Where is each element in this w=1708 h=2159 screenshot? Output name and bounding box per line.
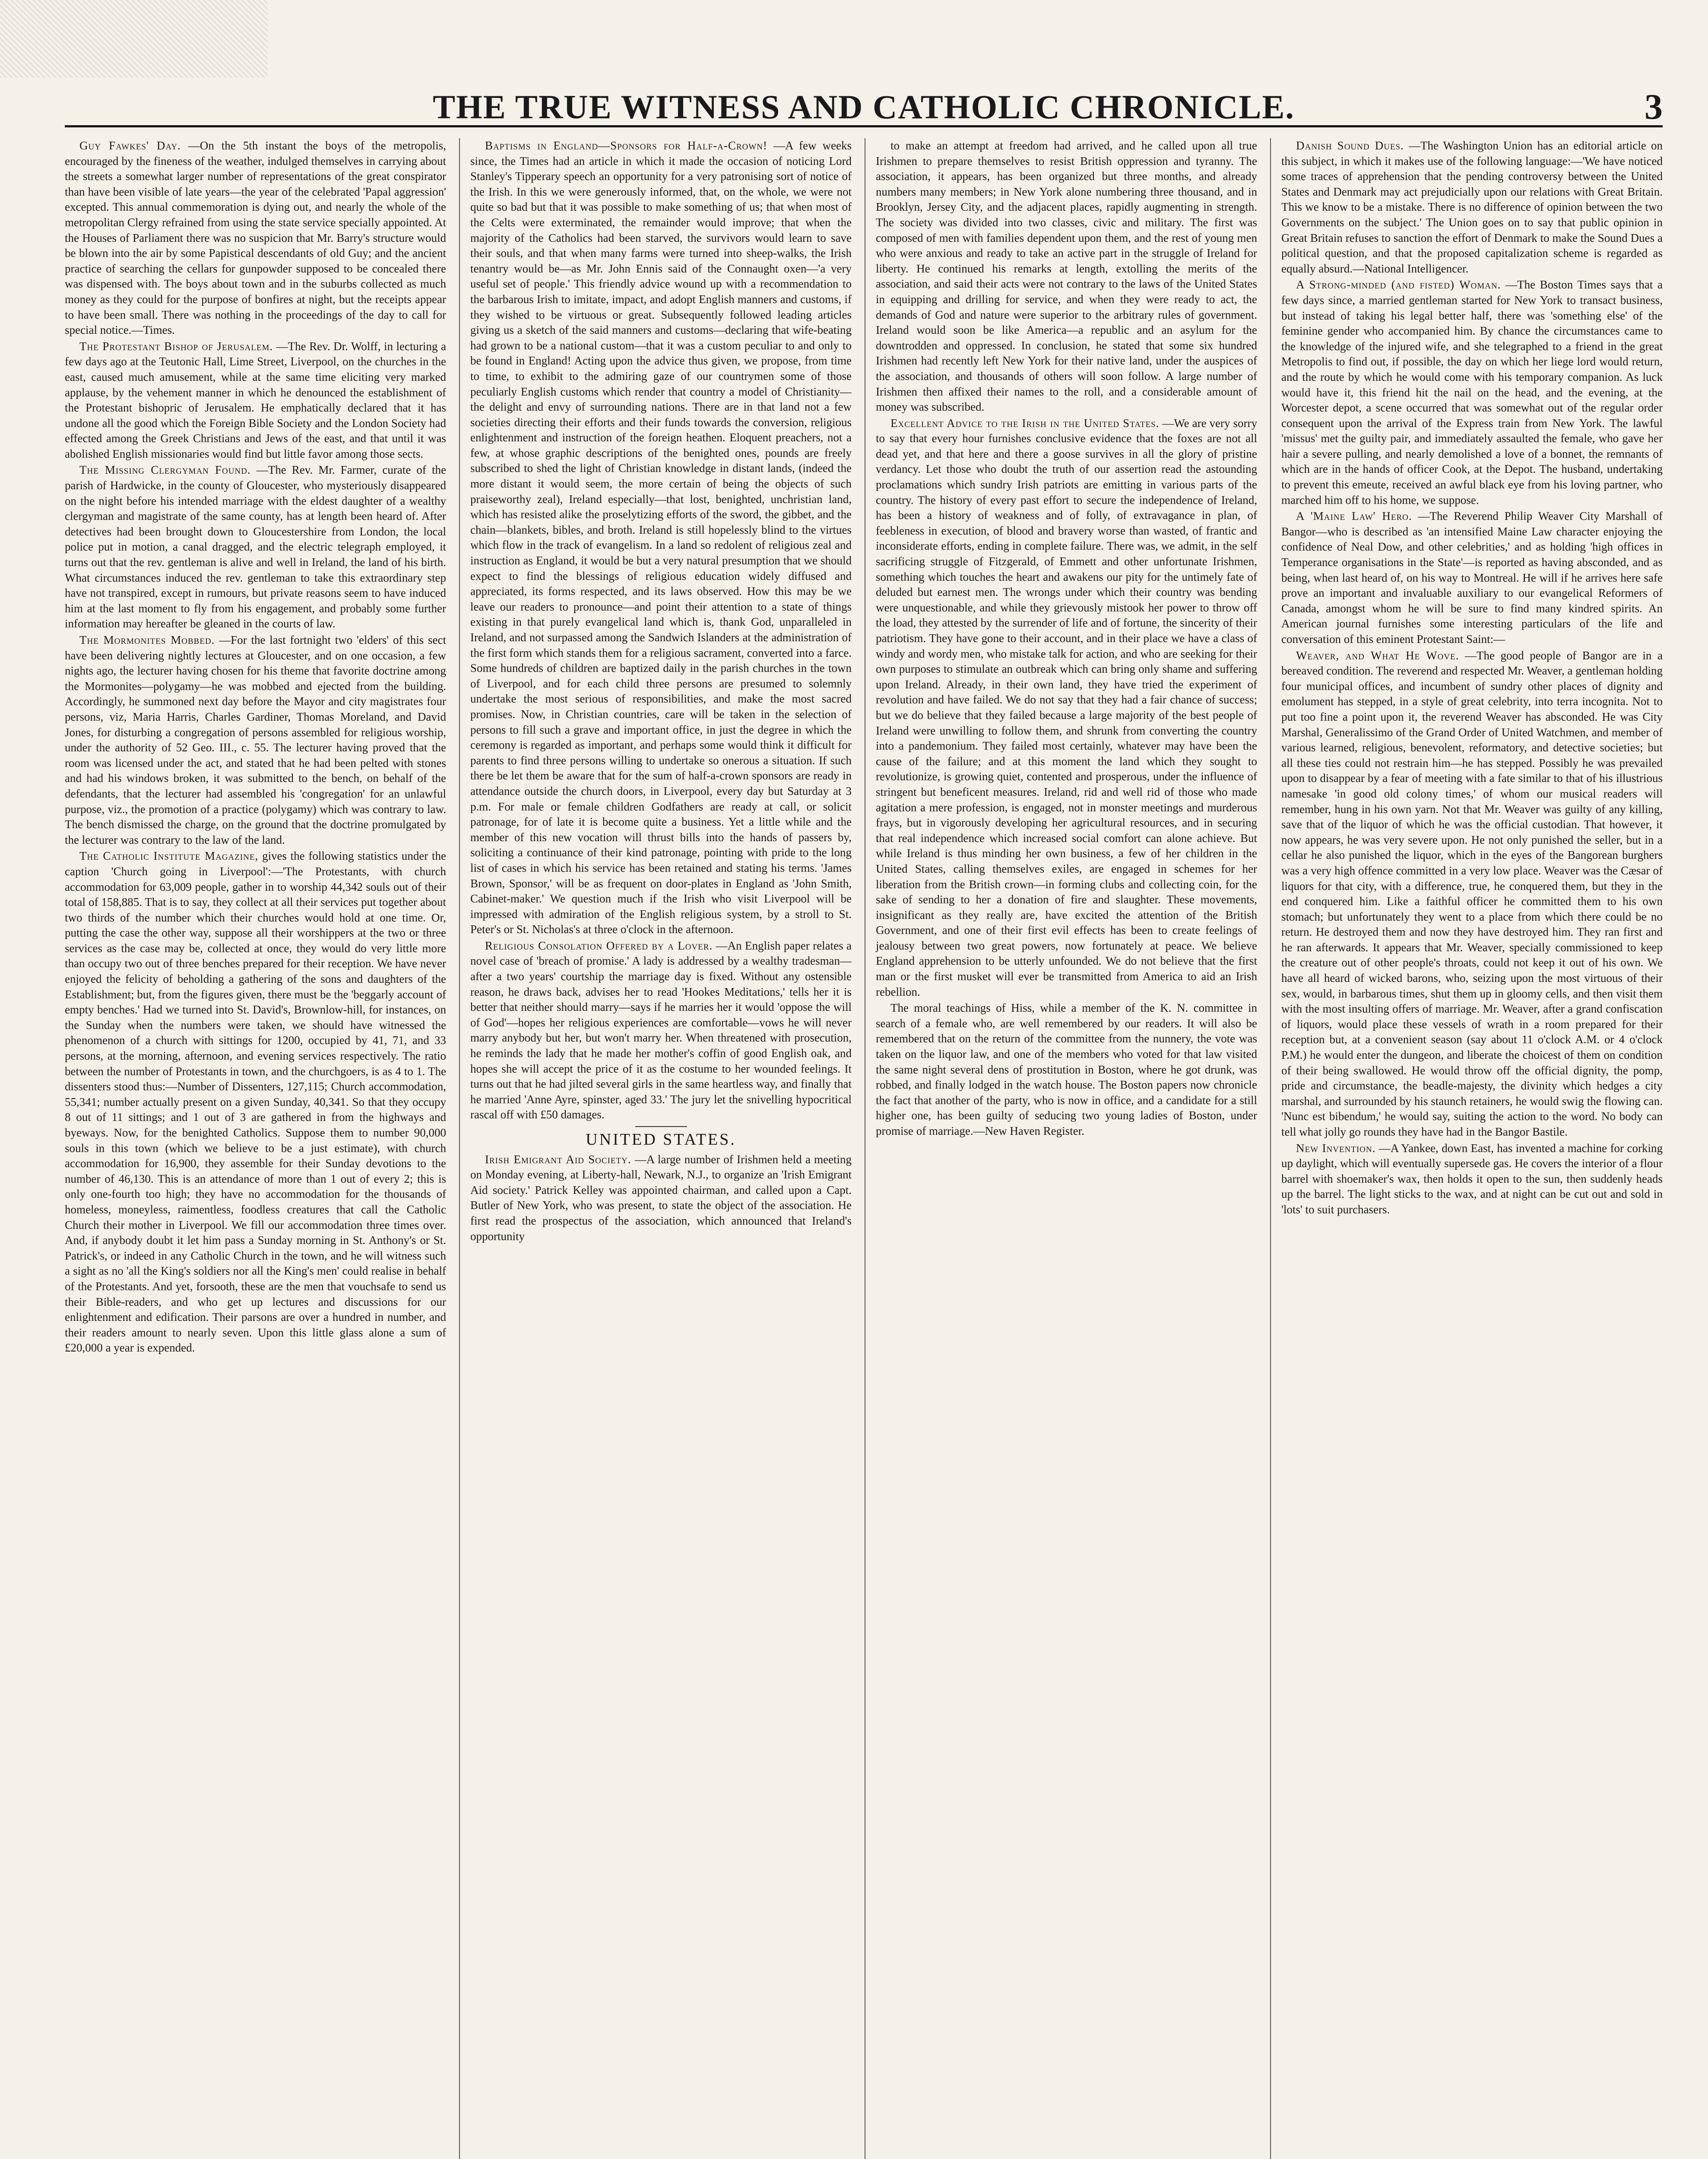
article-columns <box>65 138 1663 2159</box>
column-2 <box>459 138 852 2159</box>
section-title: UNITED STATES. <box>586 1130 736 1149</box>
article-body: —On the 5th instant the boys of the metropolis, encouraged by the fineness of the weather, indulged themselves in carrying about the streets a somewhat larger number of representations of the great conspirator than have been visible of late years—the year of the celebrated 'Papal aggression' excepted. This annual commemoration is dying out, and nearly the whole of the metropolitan Clergy refrained from using the state service specially appointed. At the Houses of Parliament there was no suspicion that Mr. Barry's structure would be blown into the air by some Papistical descendants of old Guy; and the ancient practice of searching the cellars for gunpowder supposed to be concealed there was dispensed with. The boys about town and in the suburbs collected as much money as they could for the purpose of bonfires at night, but the receipts appear to have been small. There was nothing in the proceedings of the day to call for special notice.—Times. <box>65 139 446 337</box>
article-heading: The Protestant Bishop of Jerusalem. <box>79 339 273 353</box>
article-body: —The Reverend Philip Weaver City Marshall of Bangor—who is described as 'an intensified Maine Law character enjoying the confidence of Neal Dow, and other celebrities,' and as holding 'high offices in Temperance organisations in the State'—is reported as having absconded, and as being, when last heard of, on his way to Montreal. He will if he arrives here safe prove an important and invaluable auxiliary to our evangelical Reformers of Canada, amongst whom he will be sure to find many kindred spirits. An American journal furnishes some interesting particulars of the life and conversation of this eminent Protestant Saint:— <box>1281 510 1663 646</box>
article-heading: The Missing Clergyman Found. <box>79 463 251 477</box>
article-paragraph <box>65 633 446 848</box>
section-divider <box>635 1126 687 1127</box>
article-paragraph <box>65 848 446 1356</box>
scan-corner-artifact <box>0 0 268 78</box>
article-body: —A few weeks since, the Times had an article in which it made the occasion of noticing Lord Stanley's Tipperary speech an opportunity for a very patronising sort of notice of the Irish. In this we were generously informed, that, on the whole, we were not quite so bad but that it was possible to make something of us; that when most of the Celts were exterminated, the remainder would improve; that when the majority of the Catholics had been starved, the survivors would learn to save their souls, and that when many farms were turned into sheep-walks, the Irish tenantry would be—as Mr. John Ennis said of the Connaught oxen—'a very useful set of people.' This friendly advice wound up with a recommendation to the barbarous Irish to imitate, impact, and adopt English manners and customs, if they wished to be virtuous or great. Subsequently followed leading articles giving us a sketch of the said manners and customs—declaring that wife-beating had grown to be a national custom—that it was a custom peculiar to and only to be found in England! Acting upon the advice thus given, we propose, from time to time, to exhibit to the admiring gaze of our countrymen some of those peculiarly English customs which render that country a model of Christianity—the delight and envy of surrounding nations. There are in that land not a few societies directing their efforts and their funds towards the conversion, religious enlightenment and instruction of the foreign heathen. Eloquent preachers, not a few, at whose graphic descriptions of the benighted ones, pounds are freely subscribed to shed the light of Christian knowledge in distant lands, (indeed the more distant it would seem, the more certain of being the objects of such praiseworthy zeal), Ireland especially—that lost, benighted, unchristian land, which has resisted alike the proselytizing efforts of the sword, the gibbet, and the chain—blankets, bibles, and broth. Ireland is still hopelessly blind to the virtues which flow in the track of evangelism. In a land so redolent of religious zeal and instruction as England, it would be but a very natural presumption that we should expect to find the blessings of religious education widely diffused and appreciated, its forms respected, and its laws observed. How this may be we leave our readers to pronounce—and point their attention to a state of things existing in that purely evangelical land which is, thank God, unparalleled in Ireland, and not surpassed among the Sandwich Islanders at the administration of the first form which stands them for a religious sacrament, converted into a farce. Some hundreds of children are baptized daily in the parish churches in the town of Liverpool, and for each child three persons are presumed to solemnly undertake the most serious of responsibilities, and make the most sacred promises. Now, in Christian countries, care will be taken in the selection of persons to fill such a grave and important office, in just the degree in which the ceremony is regarded as important, and perhaps some would think it difficult for parents to find three persons willing to undertake so onerous a situation. If such there be let them be aware that for the sum of half-a-crown sponsors are ready in attendance outside the church doors, in Liverpool, every day but Saturday at 3 p.m. For male or female children Godfathers are ready at call, or solicit patronage, for of late it is become quite a business. Yet a little while and the member of this new vocation will thrust bills into the hands of passers by, soliciting a continuance of their kind patronage, pointing with pride to the long list of cases in which his service has been retained and stating his terms. 'James Brown, Sponsor,' will be as frequent on door-plates in England as 'John Smith, Cabinet-maker.' We question much if the Irish who visit Liverpool will be impressed with admiration of the English religious system, by a stroll to St. Peter's or St. Nicholas's at three o'clock in the afternoon. <box>470 139 852 936</box>
article-heading: Baptisms in England—Sponsors for Half-a-Crown! <box>485 139 767 152</box>
article-heading: Irish Emigrant Aid Society. <box>485 1152 631 1166</box>
article-heading: Excellent Advice to the Irish in the United States. <box>890 416 1160 430</box>
article-heading: The Catholic Institute Magazine, <box>79 849 259 863</box>
article-paragraph <box>470 1152 852 1244</box>
article-heading: A 'Maine Law' Hero. <box>1296 510 1412 523</box>
article-heading: New Invention. <box>1296 1141 1376 1155</box>
page-number: 3 <box>1645 87 1663 127</box>
article-paragraph <box>1281 648 1663 1140</box>
article-heading: Danish Sound Dues. <box>1296 139 1404 152</box>
newspaper-title: THE TRUE WITNESS AND CATHOLIC CHRONICLE. <box>433 88 1295 126</box>
article-paragraph <box>470 938 852 1123</box>
article-heading: The Mormonites Mobbed. <box>79 633 215 646</box>
article-paragraph <box>1281 138 1663 276</box>
article-body: —We are very sorry to say that every hour furnishes conclusive evidence that the foxes are not all dead yet, and that here and there a goose survives in all the glory of pristine verdancy. Let those who doubt the truth of our assertion read the astounding proclamations which sundry Irish patriots are emitting in various parts of the country. The history of every past effort to secure the independence of Ireland, has been a history of weakness and of folly, of extravagance in plan, of feebleness in execution, of blood and bravery worse than wasted, of frantic and inconsiderate efforts, ending in complete failure. There was, we admit, in the self sacrificing struggle of Fitzgerald, of Emmett and other unfortunate Irishmen, something which touches the heart and awakens our pity for the untimely fate of deluded but earnest men. The wrongs under which their country was bending were unquestionable, and while they grievously mistook her power to throw off the load, they attested by the surrender of life and of fortune, the sincerity of their patriotism. They have gone to their account, and in their place we have a class of windy and wordy men, who mistake talk for action, and who are seeking for their own purposes to stimulate an outbreak which can bring only shame and suffering upon Ireland. Already, in their own land, they have tried the experiment of revolution and have failed. We do not say that they had a fair chance of success; but we do believe that they failed because a large majority of the best people of Ireland were unwilling to follow them, and shrunk from converting the country into a pandemonium. They failed most certainly, whatever may have been the cause of the failure; and at this moment the land which they sought to revolutionize, is growing quiet, contented and prosperous, under the influence of stringent but beneficent measures. Ireland, rid and well rid of those who made agitation a mere profession, is engaged, not in monster meetings and murderous frays, but in vigorously developing her agricultural resources, and in securing that real independence which increased social comfort can alone achieve. But while Ireland is thus minding her own business, a few of her children in the United States, calling themselves exiles, are engaged in schemes for her liberation from the British crown—in forming clubs and collecting coin, for the sake of sending to her a donation of fire and slaughter. These movements, insignificant as they really are, have excited the attention of the British Government, and one of their first evil effects has been to create feelings of jealousy between two great powers, now fortunately at peace. We believe England apprehension to be utterly unfounded. We do not believe that the first man or the first musket will ever be transmitted from America to aid an Irish rebellion. <box>876 416 1257 998</box>
article-body: gives the following statistics under the caption 'Church going in Liverpool':—'The Protestants, with church accommodation for 63,009 people, gather in to worship 44,342 souls out of their total of 158,885. That is to say, they collect at all their services put together about two thirds of the number which their churches would hold at one time. Or, putting the case the other way, suppose all their worshippers at the two or three services as the case may be, collected at once, they would do very little more than occupy two out of three benches prepared for their reception. We have never enjoyed the felicity of beholding a gathering of the sons and daughters of the Establishment; but, from the figures given, there must be the 'beggarly account of empty benches.' Had we turned into St. David's, Brownlow-hill, for instances, on the Sunday when the numbers were taken, we should have witnessed the phenomenon of a church with sittings for 1200, occupied by 41, 71, and 33 persons, at the morning, afternoon, and evening services respectively. The ratio between the number of Protestants in town, and the churchgoers, is as 4 to 1. The dissenters stood thus:—Number of Dissenters, 127,115; Church accommodation, 55,341; number actually present on a given Sunday, 40,341. So that they occupy 8 out of 11 sittings; and 1 out of 3 are gathered in from the highways and byeways. Now, for the benighted Catholics. Suppose them to number 90,000 souls in this town (which we believe to be a just estimate), with church accommodation for 16,900, they assemble for their Sunday devotions to the number of 46,130. This is an attendance of more than 1 out of every 2; this is only one-fourth too high; they have no accommodation for the thousands of homeless, moneyless, raimentless, foodless creatures that call the Catholic Church their mother in Liverpool. We fill our accommodation three times over. And, if anybody doubt it let him pass a Sunday morning in St. Anthony's or St. Patrick's, or indeed in any Catholic Church in the town, and he will witness such a sight as no 'all the King's soldiers nor all the King's men' could realise in behalf of the Protestants. And yet, forsooth, these are the men that vouchsafe to send us their Bible-readers, and who get up lectures and discussions for our enlightenment and edification. Their parsons are over a hundred in number, and their readers amount to nearly seven. Upon this little glass alone a sum of £20,000 a year is expended. <box>65 849 446 1355</box>
article-paragraph <box>65 339 446 462</box>
article-paragraph <box>876 416 1257 1000</box>
article-body: —The Rev. Dr. Wolff, in lecturing a few days ago at the Teutonic Hall, Lime Street, Liverpool, on the churches in the east, caused much amusement, while at the same time eliciting very marked applause, by the vehement manner in which he denounced the establishment of the Protestant bishopric of Jerusalem. He emphatically declared that it has undone all the good which the Foreign Bible Society and the London Society had effected among the Greek Christians and Jews of the east, and that until it was abolished English missionaries would find but little favor among those sects. <box>65 339 446 460</box>
article-body: The moral teachings of Hiss, while a member of the K. N. committee in search of a female who, are well remembered by our readers. It will also be remembered that on the return of the committee from the nunnery, the vote was taken on the liquor law, and one of the members who voted for that law visited the same night several dens of prostitution in Boston, where he got drunk, was robbed, and finally lodged in the watch house. The Boston papers now chronicle the fact that another of the party, who is now in office, and a candidate for a still higher one, has been guilty of seducing two young ladies of Boston, under promise of marriage.—New Haven Register. <box>876 1001 1257 1137</box>
column-3 <box>865 138 1257 2159</box>
article-heading: Weaver, and What He Wove. <box>1296 649 1459 662</box>
article-paragraph <box>876 138 1257 415</box>
article-heading: Guy Fawkes' Day. <box>79 139 181 152</box>
article-body: —The good people of Bangor are in a bereaved condition. The reverend and respected Mr. Weaver, a gentleman holding four municipal offices, and incumbent of sundry other places of dignity and emolument has stepped, in a style of great celebrity, into terra incognita. Not to put too fine a point upon it, the reverend Weaver has absconded. He was City Marshal, Generalissimo of the Grand Order of United Watchmen, and member of various learned, religious, benevolent, reformatory, and detective societies; but all these ties could not restrain him—he has stepped. Possibly he was prevailed upon to disappear by a fear of meeting with a fate similar to that of his illustrious namesake 'in good old colony times,' of whom our musical readers will remember, hung in his own yarn. Not that Mr. Weaver was guilty of any killing, save that of the liquor of which he was the official custodian. That however, it now appears, he was very severe upon. He not only punished the seller, but in a cellar he also punished the liquor, which in the eyes of the Bangorean burghers was a very high offence committed in a very low place. Weaver was the Cæsar of liquors for that city, with a difference, true, he conquered them, but they in the end conquered him. Like a faithful officer he committed them to his own stomach; but unfortunately they went to a place from which there could be no return. He destroyed them and now they have destroyed him. They ran first and he ran afterwards. It appears that Mr. Weaver, specially commissioned to keep the creature out of other people's throats, could not keep it out of his own. We have all heard of wicked barons, who, seizing upon the most virtuous of their sex, would, in barbarous times, shut them up in gloomy cells, and then visit them with the most insulting offers of marriage. Mr. Weaver, after a grand confiscation of liquors, would place these vessels of wrath in a room prepared for their reception but, at a convenient season (say about 11 o'clock A.M. or 4 o'clock P.M.) he would enter the dungeon, and liberate the choicest of them on condition of their being swallowed. He would throw off the official dignity, the pomp, pride and circumstance, the beadle-majesty, the divinity which hedges a city marshal, and surrounded by his staunch retainers, he would swig the flowing can. 'Nunc est bibendum,' he would say, suiting the action to the word. No body can tell what jolly go rounds they have had in the Bangor Bastile. <box>1281 649 1663 1138</box>
article-body: —The Boston Times says that a few days since, a married gentleman started for New York to transact business, but instead of taking his legal better half, there was 'something else' of the feminine gender who accompanied him. By chance the circumstances came to the knowledge of the injured wife, and she telegraphed to a friend in the great Metropolis to find out, if possible, the day on which her liege lord would return, and the route by which he would come with his temporary companion. As luck would have it, this friend hit the nail on the head, and the evening, at the Worcester depot, a scene occurred that was somewhat out of the regular order consequent upon the arrival of the Express train from New York. The lawful 'missus' met the guilty pair, and immediately assaulted the female, who gave her hair a severe pulling, and nearly demolished a love of a bonnet, the remnants of which are in the hands of officer Cook, at the Depot. The husband, undertaking to prevent this emeute, received an awful black eye from his loving partner, who marched him off to his home, we suppose. <box>1281 278 1663 507</box>
article-paragraph <box>470 138 852 937</box>
article-body: —The Washington Union has an editorial article on this subject, in which it makes use of the following language:—'We have noticed some traces of apprehension that the pending controversy between the United States and Denmark may act prejudicially upon our relations with Great Britain. This we know to be a mistake. There is no difference of opinion between the two Governments on the subject.' The Union goes on to say that public opinion in Great Britain refuses to sanction the effort of Denmark to make the Sound Dues a political question, and that the proposed capitalization scheme is regarded as equally absurd.—National Intelligencer. <box>1281 139 1663 275</box>
article-body: —A Yankee, down East, has invented a machine for corking up daylight, which will eventually supersede gas. He covers the interior of a flour barrel with shoemaker's wax, then holds it open to the sun, then suddenly heads up the barrel. The light sticks to the wax, and at night can be cut out and sold in 'lots' to suit purchasers. <box>1281 1141 1663 1216</box>
masthead <box>65 84 1663 127</box>
article-paragraph <box>65 138 446 338</box>
article-body: —For the last fortnight two 'elders' of this sect have been delivering nightly lectures at Gloucester, and on one occasion, a few nights ago, the lecturer having chosen for his theme that favorite doctrine among the Mormonites—polygamy—he was mobbed and ejected from the building. Accordingly, he summoned next day before the Mayor and city magistrates four persons, viz, Maria Harris, Charles Gardiner, Thomas Moreland, and David Jones, for disturbing a congregation of persons assembled for religious worship, under the authority of 52 Geo. III., c. 55. The lecturer having proved that the room was licensed under the act, and stated that he had been pelted with stones and had his windows broken, it was submitted to the bench, on behalf of the defendants, that the lecturer had assembled his 'congregation' for an unlawful purpose, viz., the promotion of a practice (polygamy) which was contrary to law. The bench dismissed the charge, on the ground that the doctrine promulgated by the lecturer was contrary to the law of the land. <box>65 633 446 846</box>
article-heading: A Strong-minded (and fisted) Woman. <box>1296 278 1501 291</box>
article-paragraph <box>1281 277 1663 508</box>
article-body: —An English paper relates a novel case of 'breach of promise.' A lady is addressed by a wealthy tradesman—after a two years' courtship the marriage day is fixed. Without any ostensible reason, he draws back, advises her to read 'Hookes Meditations,' tells her it is better that neither should marry—says if he marries her it would 'oppose the will of God'—hopes her religious experiences are comfortable—vows he will never marry anybody but her, but won't marry her. When threatened with prosecution, he reminds the lady that he made her mother's coffin of good English oak, and hopes she will accept the price of it as the costume to her wounded feelings. It turns out that he had jilted several girls in the same heartless way, and finally that he married 'Anne Ayre, spinster, aged 33.' The jury let the snivelling hypocritical rascal off with £50 damages. <box>470 939 852 1121</box>
article-body: —A large number of Irishmen held a meeting on Monday evening, at Liberty-hall, Newark, N.J., to organize an 'Irish Emigrant Aid society.' Patrick Kelley was appointed chairman, and called upon a Capt. Butler of New York, who was present, to state the object of the association. He first read the prospectus of the association, which announced that Ireland's opportunity <box>470 1152 852 1243</box>
article-paragraph <box>876 1000 1257 1139</box>
column-1 <box>65 138 446 2159</box>
article-paragraph <box>1281 509 1663 647</box>
column-4 <box>1270 138 1663 2159</box>
article-body: to make an attempt at freedom had arrived, and he called upon all true Irishmen to prepare themselves to resist British oppression and tyranny. The association, it appears, has been organized but three months, and already numbers many members; in New York alone numbering three thousand, and in Brooklyn, Jersey City, and the adjacent places, rapidly augmenting in strength. The society was divided into two classes, civic and military. The first was composed of men with families dependent upon them, and the rest of young men who were anxious and ready to take an active part in the struggle of Ireland for liberty. He continued his remarks at length, extolling the merits of the association, and said their acts were not contrary to the laws of the United States in equipping and drilling for service, and when they were ready to act, the demands of God and nature were superior to the arbitrary rules of government. Ireland would soon be like America—a republic and an asylum for the downtrodden and oppressed. In conclusion, he stated that some six hundred Irishmen had recently left New York for their native land, under the auspices of the association, and thousands of others will soon follow. A large number of Irishmen then affixed their names to the roll, and a considerable amount of money was subscribed. <box>876 139 1257 414</box>
article-paragraph <box>65 462 446 632</box>
article-heading: Religious Consolation Offered by a Lover. <box>485 939 713 952</box>
article-body: —The Rev. Mr. Farmer, curate of the parish of Hardwicke, in the county of Gloucester, who mysteriously disappeared on the night before his intended marriage with the eldest daughter of a wealthy clergyman and magistrate of the same county, has at length been heard of. After detectives had been brought down to Gloucestershire from London, the local police put in motion, a canal dragged, and the electric telegraph employed, it turns out that the rev. gentleman is alive and well in Ireland, the land of his birth. What circumstances induced the rev. gentleman to take this extraordinary step have not transpired, except in rumours, but private reasons seem to have induced him at the last moment to fly from his engagement, and probably some further information may hereafter be gleaned in the courts of law. <box>65 463 446 630</box>
article-paragraph <box>1281 1141 1663 1218</box>
